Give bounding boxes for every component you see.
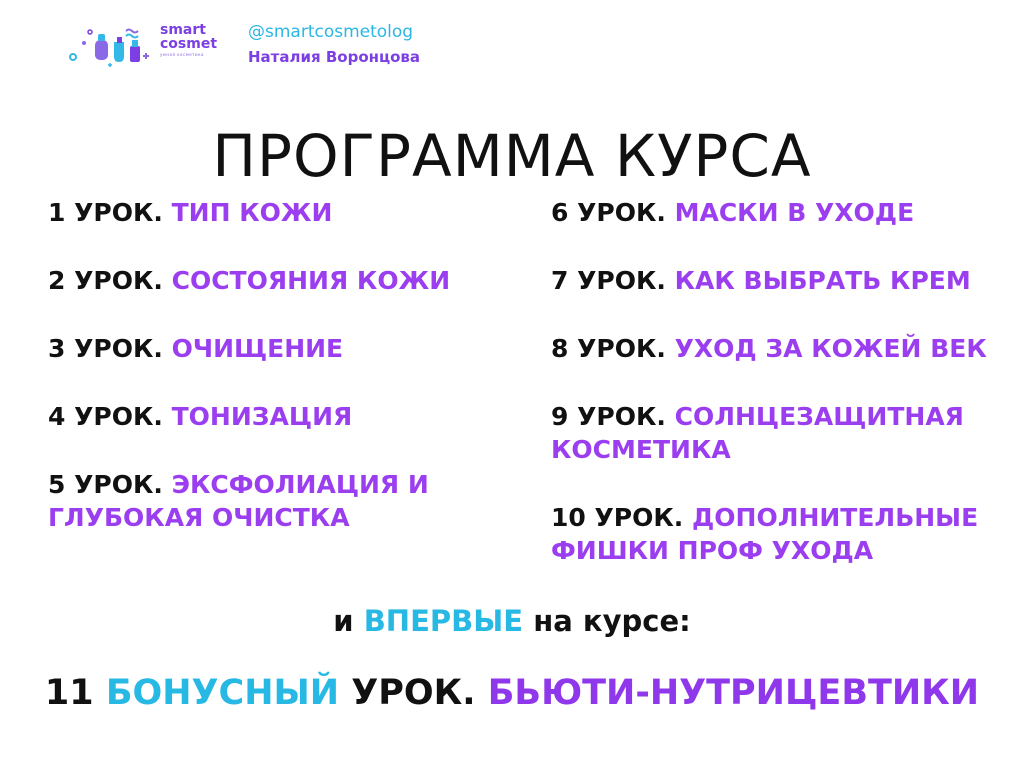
lesson-number: 7 УРОК. xyxy=(551,266,666,295)
cosmetics-logo-icon xyxy=(68,22,158,68)
lesson-column-right xyxy=(551,196,1024,602)
bonus-middle: УРОК. xyxy=(351,673,476,713)
lesson-item xyxy=(48,332,528,365)
instagram-handle: @smartcosmetolog xyxy=(248,22,414,42)
lesson-item xyxy=(48,196,528,229)
lesson-name: УХОД ЗА КОЖЕЙ ВЕК xyxy=(674,334,987,363)
note-before: и xyxy=(333,604,354,638)
lesson-item xyxy=(551,264,1024,297)
bonus-number: 11 xyxy=(44,673,94,713)
lesson-name: ЭКСФОЛИАЦИЯ И ГЛУБОКАЯ ОЧИСТКА xyxy=(48,470,429,532)
header xyxy=(68,18,488,74)
author-name: Наталия Воронцова xyxy=(248,48,421,66)
lesson-number: 5 УРОК. xyxy=(48,470,163,499)
lesson-item xyxy=(551,400,1001,466)
lesson-number: 1 УРОК. xyxy=(48,198,163,227)
lesson-number: 2 УРОК. xyxy=(48,266,163,295)
note-highlight: ВПЕРВЫЕ xyxy=(363,604,524,638)
lesson-name: КАК ВЫБРАТЬ КРЕМ xyxy=(674,266,971,295)
lesson-item xyxy=(551,332,1024,365)
lesson-number: 3 УРОК. xyxy=(48,334,163,363)
lesson-name: СОЛНЦЕЗАЩИТНАЯ КОСМЕТИКА xyxy=(551,402,964,464)
lesson-item xyxy=(48,264,528,297)
lesson-item xyxy=(48,400,528,433)
first-time-note xyxy=(0,604,1024,638)
lesson-item xyxy=(48,468,458,534)
lesson-name: ТИП КОЖИ xyxy=(171,198,333,227)
lesson-item xyxy=(551,501,1011,567)
bonus-lesson xyxy=(0,673,1024,713)
logo-line2: cosmet xyxy=(160,36,218,52)
lesson-number: 9 УРОК. xyxy=(551,402,666,431)
lesson-name: ОЧИЩЕНИЕ xyxy=(171,334,344,363)
lesson-item xyxy=(551,196,1024,229)
page-title: ПРОГРАММА КУРСА xyxy=(212,121,812,190)
logo xyxy=(68,18,238,74)
bonus-highlight: БОНУСНЫЙ xyxy=(105,673,340,713)
lesson-name: СОСТОЯНИЯ КОЖИ xyxy=(171,266,451,295)
logo-line1: smart xyxy=(160,22,206,38)
logo-tagline: умная косметика xyxy=(160,52,204,57)
logo-wordmark xyxy=(160,23,240,57)
lesson-number: 10 УРОК. xyxy=(551,503,684,532)
lesson-column-left xyxy=(48,196,528,569)
note-after: на курсе: xyxy=(533,604,691,638)
lesson-name: МАСКИ В УХОДЕ xyxy=(674,198,915,227)
lesson-number: 6 УРОК. xyxy=(551,198,666,227)
lesson-number: 8 УРОК. xyxy=(551,334,666,363)
lesson-number: 4 УРОК. xyxy=(48,402,163,431)
lesson-name: ДОПОЛНИТЕЛЬНЫЕ ФИШКИ ПРОФ УХОДА xyxy=(551,503,979,565)
lesson-name: ТОНИЗАЦИЯ xyxy=(171,402,353,431)
bonus-name: БЬЮТИ-НУТРИЦЕВТИКИ xyxy=(487,673,980,713)
